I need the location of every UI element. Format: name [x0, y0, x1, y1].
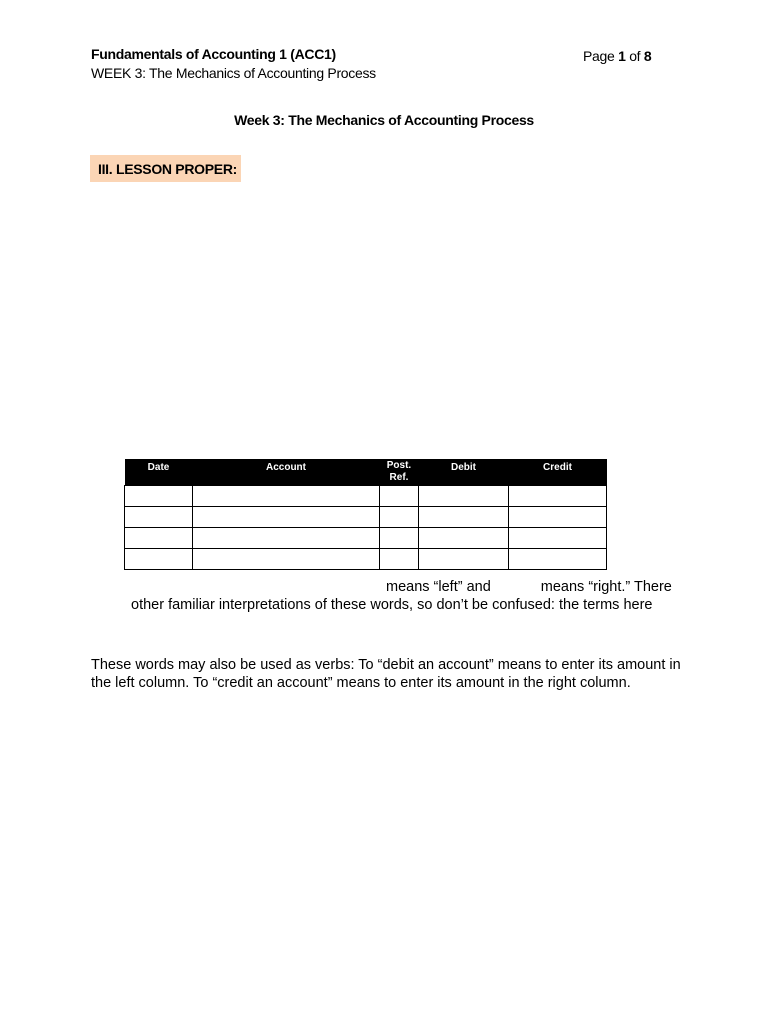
text-line-2: other familiar interpretations of these words, so don’t be confused: the terms here — [131, 597, 653, 613]
journal-cell — [125, 528, 193, 549]
journal-row — [125, 549, 607, 570]
journal-cell — [380, 507, 419, 528]
journal-cell — [193, 486, 380, 507]
week-subtitle: WEEK 3: The Mechanics of Accounting Process — [91, 65, 376, 81]
column-header-debit: Debit — [419, 459, 509, 486]
column-header-account: Account — [193, 459, 380, 486]
course-title: Fundamentals of Accounting 1 (ACC1) — [91, 46, 336, 62]
journal-cell — [380, 528, 419, 549]
journal-cell — [193, 549, 380, 570]
journal-cell — [193, 528, 380, 549]
journal-header-row — [125, 459, 607, 486]
column-header-post-ref: Post. Ref. — [380, 459, 419, 486]
paragraph-verbs: These words may also be used as verbs: To “debit an account” means to enter its amount in the left column. To “credit an account” means to enter its amount in the right column. — [91, 657, 681, 691]
column-header-date: Date — [125, 459, 193, 486]
journal-cell — [509, 528, 607, 549]
column-header-credit: Credit — [509, 459, 607, 486]
page-of: of — [629, 48, 641, 64]
journal-cell — [125, 486, 193, 507]
page-current: 1 — [618, 48, 626, 64]
journal-cell — [380, 486, 419, 507]
document-title — [0, 112, 768, 128]
journal-cell — [125, 507, 193, 528]
section-heading: III. LESSON PROPER: — [90, 155, 241, 182]
page-total: 8 — [643, 48, 652, 64]
journal-cell — [419, 528, 509, 549]
journal-cell — [509, 549, 607, 570]
journal-row — [125, 528, 607, 549]
text-line-1 — [386, 579, 672, 595]
page-label: Page — [583, 48, 615, 64]
journal-cell — [509, 486, 607, 507]
document-title-text: Week 3: The Mechanics of Accounting Process — [234, 112, 534, 128]
journal-cell — [419, 549, 509, 570]
journal-table — [124, 459, 607, 570]
text-line-1-part-2: means “right.” There — [540, 579, 672, 595]
journal-cell — [419, 507, 509, 528]
journal-cell — [380, 549, 419, 570]
journal-row — [125, 507, 607, 528]
journal-row — [125, 486, 607, 507]
page-indicator — [583, 48, 651, 64]
journal-cell — [193, 507, 380, 528]
journal-cell — [125, 549, 193, 570]
journal-cell — [419, 486, 509, 507]
journal-cell — [509, 507, 607, 528]
text-line-1-part-1: means “left” and — [386, 579, 491, 595]
